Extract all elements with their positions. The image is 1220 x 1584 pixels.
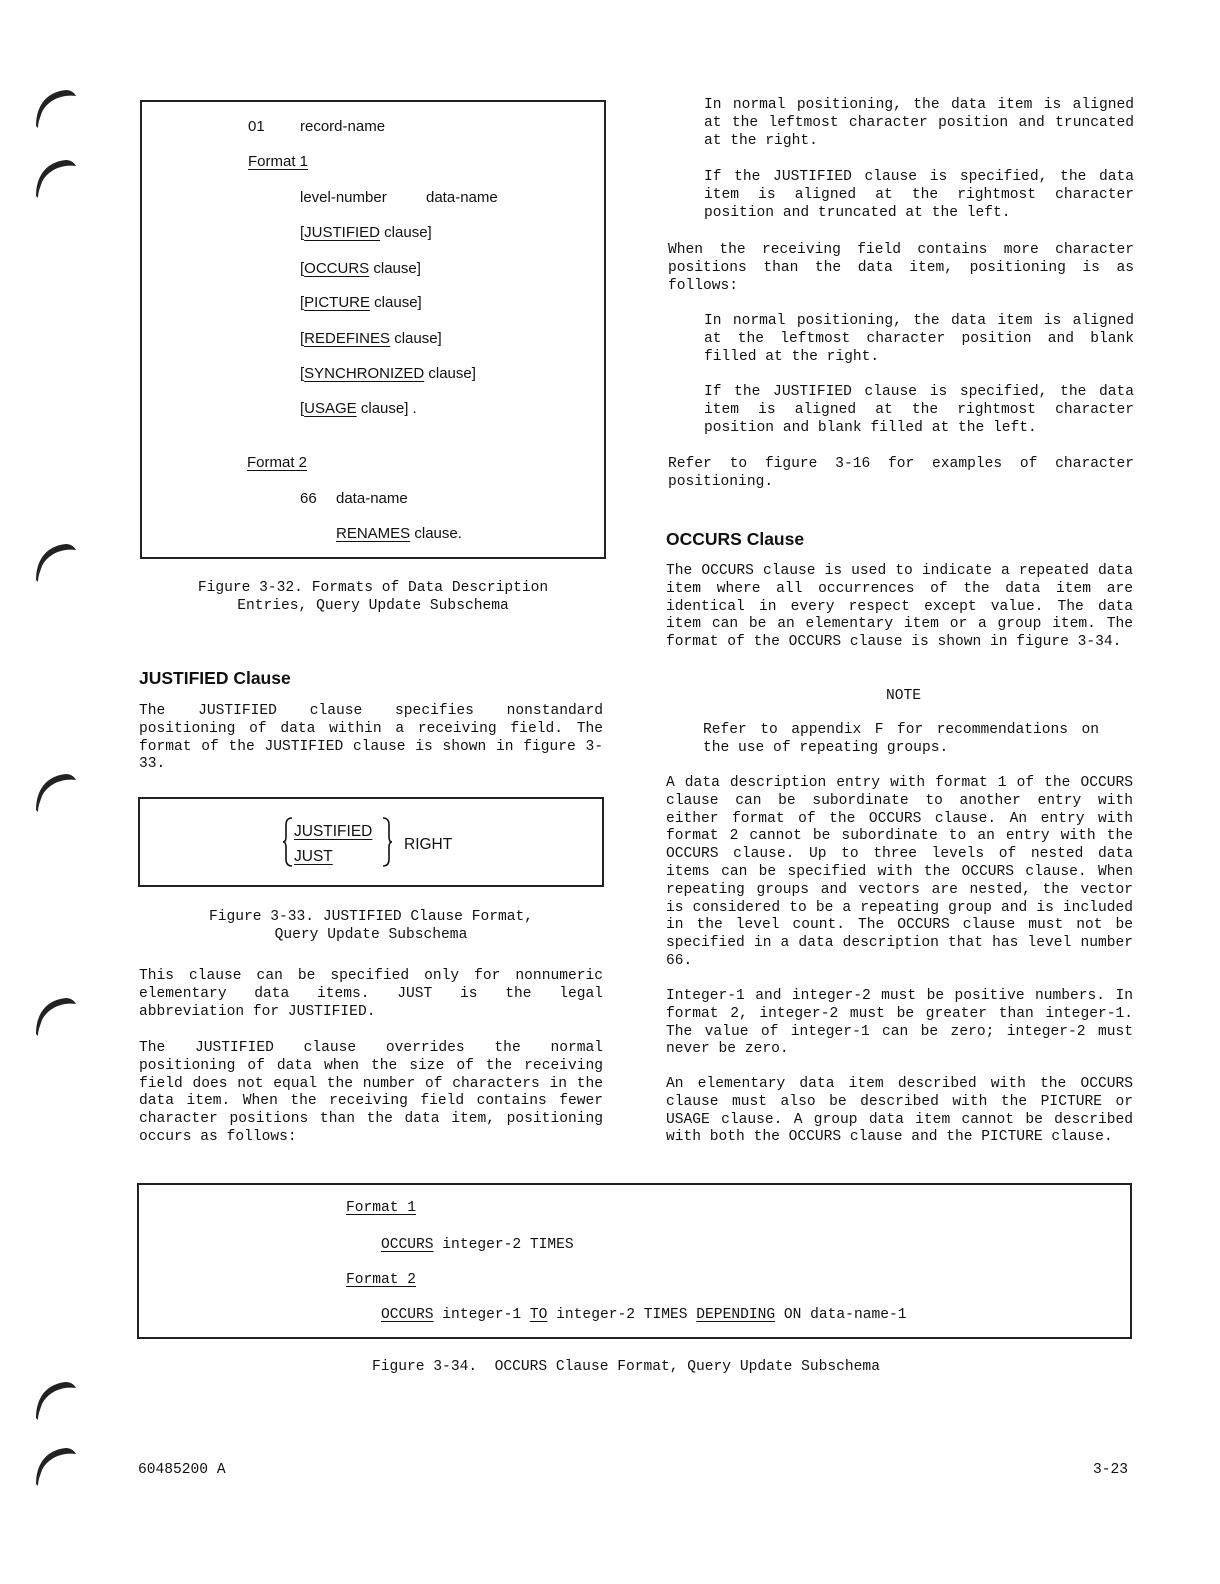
right-keyword: RIGHT (404, 836, 453, 853)
note-title: NOTE (886, 688, 922, 704)
justified-intro-paragraph: The JUSTIFIED clause specifies nonstandard positioning of data within a receiving field. The format of the JUSTIFIED clause is shown in figure 3-33. (139, 703, 603, 773)
occurs-clause-heading: OCCURS Clause (666, 529, 805, 549)
justified-blank-fill-paragraph: If the JUSTIFIED clause is specified, the data item is aligned at the rightmost character position and blank filled at the left. (704, 384, 1134, 436)
renames-clause: RENAMES clause. (336, 525, 462, 542)
format-1-label: Format 1 (248, 153, 309, 170)
right-brace-icon (381, 817, 393, 867)
refer-figure-paragraph: Refer to figure 3-16 for examples of character positioning. (668, 456, 1134, 490)
justified-clause-heading: JUSTIFIED Clause (139, 668, 291, 688)
figure-3-32-box (140, 100, 606, 559)
justified-option: JUSTIFIED (294, 823, 373, 840)
occurs-picture-paragraph: An elementary data item described with the OCCURS clause must also be described with the PICTURE or USAGE clause. A group data item cannot be described with both the OCCURS clause and the PICTURE clause. (666, 1076, 1133, 1146)
format-2-label: Format 2 (247, 454, 308, 471)
figure-3-33-box (138, 797, 604, 887)
level-number: level-number (300, 189, 387, 206)
note-text: Refer to appendix F for recommendations on the use of repeating groups. (703, 722, 1099, 756)
data-name: data-name (426, 189, 498, 206)
synchronized-clause-option: [SYNCHRONIZED clause] (300, 365, 476, 382)
binder-hole-icon (32, 156, 76, 200)
binder-hole-icon (32, 1378, 76, 1422)
binder-hole-icon (32, 994, 76, 1038)
justified-override-paragraph: The JUSTIFIED clause overrides the normal positioning of data when the size of the receiving field does not equal the number of characters in the data item. When the receiving field contains fewer character positions than the data item, positioning occurs as follows: (139, 1040, 603, 1145)
picture-clause-option: [PICTURE clause] (300, 294, 422, 311)
redefines-clause-option: [REDEFINES clause] (300, 330, 442, 347)
binder-hole-icon (32, 1444, 76, 1488)
left-brace-icon (282, 817, 294, 867)
normal-blank-fill-paragraph: In normal positioning, the data item is aligned at the leftmost character position and blank filled at the right. (704, 313, 1134, 365)
justified-usage-paragraph: This clause can be specified only for nonnumeric elementary data items. JUST is the legal abbreviation for JUSTIFIED. (139, 968, 603, 1020)
figure-3-34-box (137, 1183, 1132, 1339)
figure-3-32-caption: Figure 3-32. Formats of Data Description Entries, Query Update Subschema (197, 580, 549, 614)
data-name-66: data-name (336, 490, 408, 507)
binder-hole-icon (32, 770, 76, 814)
justified-truncate-paragraph: If the JUSTIFIED clause is specified, the data item is aligned at the rightmost character position and truncated at the left. (704, 169, 1134, 221)
level-01: 01 (248, 118, 265, 135)
occurs-clause-option: [OCCURS clause] (300, 260, 421, 277)
just-option: JUST (294, 848, 333, 865)
justified-clause-option: [JUSTIFIED clause] (300, 224, 432, 241)
normal-truncate-paragraph: In normal positioning, the data item is aligned at the leftmost character position and truncated at the right. (704, 97, 1134, 149)
occurs-integer-paragraph: Integer-1 and integer-2 must be positive numbers. In format 2, integer-2 must be greater than integer-1. The value of integer-1 can be zero; integer-2 must never be zero. (666, 988, 1133, 1058)
figure-3-33-caption: Figure 3-33. JUSTIFIED Clause Format, Query Update Subschema (208, 909, 534, 943)
binder-hole-icon (32, 86, 76, 130)
figure-3-34-caption: Figure 3-34. OCCURS Clause Format, Query Update Subschema (372, 1359, 880, 1375)
occurs-nesting-paragraph: A data description entry with format 1 of the OCCURS clause can be subordinate to another entry with either format of the OCCURS clause. An entry with format 2 cannot be subordinate to an entry with the OCCURS clause. Up to three levels of nested data items can be specified with the OCCURS clause. When repeating groups and vectors are nested, the vector is considered to be a repeating group and is included in the level count. The OCCURS clause must not be specified in a data description that has level number 66. (666, 775, 1133, 969)
more-positions-paragraph: When the receiving field contains more character positions than the data item, positioning is as follows: (668, 242, 1134, 294)
usage-clause-option: [USAGE clause] . (300, 400, 417, 417)
document-number: 60485200 A (138, 1462, 226, 1478)
occurs-format-2-label: Format 2 (346, 1272, 417, 1288)
occurs-format-2-syntax: OCCURS integer-1 TO integer-2 TIMES DEPENDING ON data-name-1 (381, 1307, 907, 1323)
occurs-intro-paragraph: The OCCURS clause is used to indicate a repeated data item where all occurrences of the data item are identical in every respect except value. The data item can be an elementary item or a group item. The format of the OCCURS clause is shown in figure 3-34. (666, 563, 1133, 651)
page-number: 3-23 (1093, 1462, 1129, 1478)
binder-hole-icon (32, 540, 76, 584)
occurs-format-1-syntax: OCCURS integer-2 TIMES (381, 1237, 574, 1253)
record-name: record-name (300, 118, 386, 135)
occurs-format-1-label: Format 1 (346, 1200, 417, 1216)
level-66: 66 (300, 490, 317, 507)
